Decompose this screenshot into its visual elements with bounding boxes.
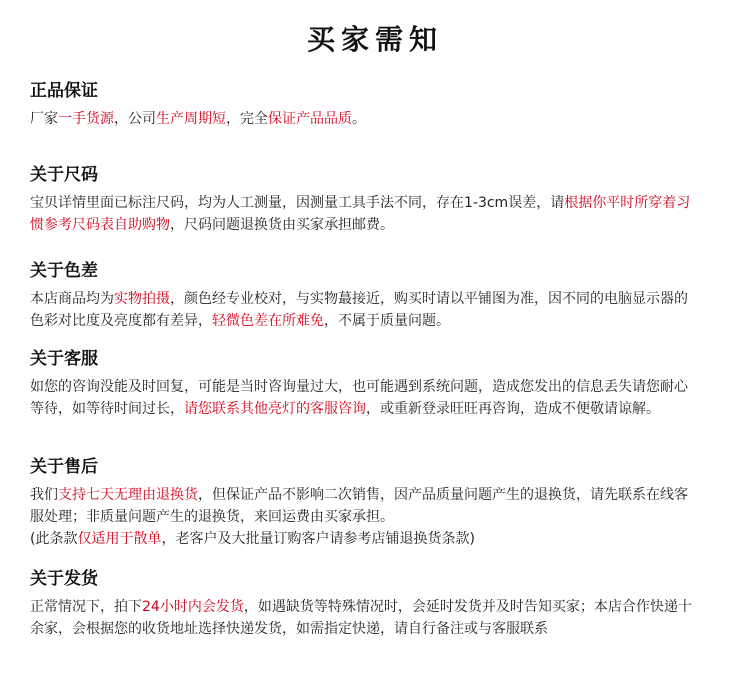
section-body <box>30 484 700 528</box>
highlight-span: 支持七天无理由退换货 <box>58 487 198 503</box>
section-body <box>30 376 700 420</box>
section-body <box>30 108 700 130</box>
section-body <box>30 288 700 332</box>
section-heading: 关于售后 <box>30 457 98 477</box>
text-span: 正常情况下，拍下 <box>30 599 142 615</box>
section-heading: 关于尺码 <box>30 165 98 185</box>
highlight-span: 24小时内会发货 <box>142 599 244 615</box>
highlight-span: 轻微色差在所难免 <box>212 313 324 329</box>
highlight-span: 生产周期短 <box>156 111 226 127</box>
section-authenticity <box>30 80 700 130</box>
section-after-sales <box>30 456 700 550</box>
section-body <box>30 596 700 640</box>
text-span: 如您的咨询没能及时回复，可能是当时咨询量过大，也可能遇到系统问题，造成您发出的信息丢失请您耐心等待，如等待时间过长， <box>30 379 688 417</box>
text-span: ，公司 <box>114 111 156 127</box>
text-span: 宝贝详情里面已标注尺码，均为人工测量，因测量工具手法不同，存在1-3cm误差，请 <box>30 195 565 211</box>
text-span: ，完全 <box>226 111 268 127</box>
text-span: ，如遇缺货等特殊情况时，会延时发货并及时告知买家；本店合作快递十余家，会根据您的收货地址选择快递发货，如需指定快递，请自行备注或与客服联系 <box>30 599 692 637</box>
section-sizing <box>30 164 700 236</box>
text-span: 本店商品均为 <box>30 291 114 307</box>
section-note <box>30 528 700 550</box>
text-span: ，尺码问题退换货由买家承担邮费。 <box>170 217 394 233</box>
section-heading: 关于客服 <box>30 349 98 369</box>
text-span: ，不属于质量问题。 <box>324 313 450 329</box>
highlight-span: 一手货源 <box>58 111 114 127</box>
section-customer-service <box>30 348 700 420</box>
page-title: 买家需知 <box>306 23 443 56</box>
section-heading: 正品保证 <box>30 81 98 101</box>
section-color-difference <box>30 260 700 332</box>
text-span: ，老客户及大批量订购客户请参考店铺退换货条款) <box>161 531 475 547</box>
text-span: 厂家 <box>30 111 58 127</box>
section-body <box>30 192 700 236</box>
text-span: ，或重新登录旺旺再咨询，造成不便敬请谅解。 <box>366 401 660 417</box>
section-heading: 关于发货 <box>30 569 98 589</box>
text-span: (此条款 <box>30 531 78 547</box>
highlight-span: 实物拍摄 <box>114 291 170 307</box>
text-span: ，但保证产品不影响二次销售，因产品质量问题产生的退换货，请先联系在线客服处理；非质量问题产生的退换货，来回运费由买家承担。 <box>30 487 688 525</box>
text-span: 我们 <box>30 487 58 503</box>
section-heading: 关于色差 <box>30 261 98 281</box>
text-span: ，颜色经专业校对，与实物蕞接近，购买时请以平铺图为准，因不同的电脑显示器的色彩对比度及亮度都有差异， <box>30 291 688 329</box>
highlight-span: 仅适用于散单 <box>77 531 162 547</box>
section-shipping <box>30 568 700 640</box>
highlight-span: 保证产品品质 <box>268 111 352 127</box>
text-span: 。 <box>352 111 366 127</box>
highlight-span: 请您联系其他亮灯的客服咨询 <box>184 401 366 417</box>
highlight-span: 根据你平时所穿着习惯参考尺码表自助购物 <box>30 195 691 233</box>
